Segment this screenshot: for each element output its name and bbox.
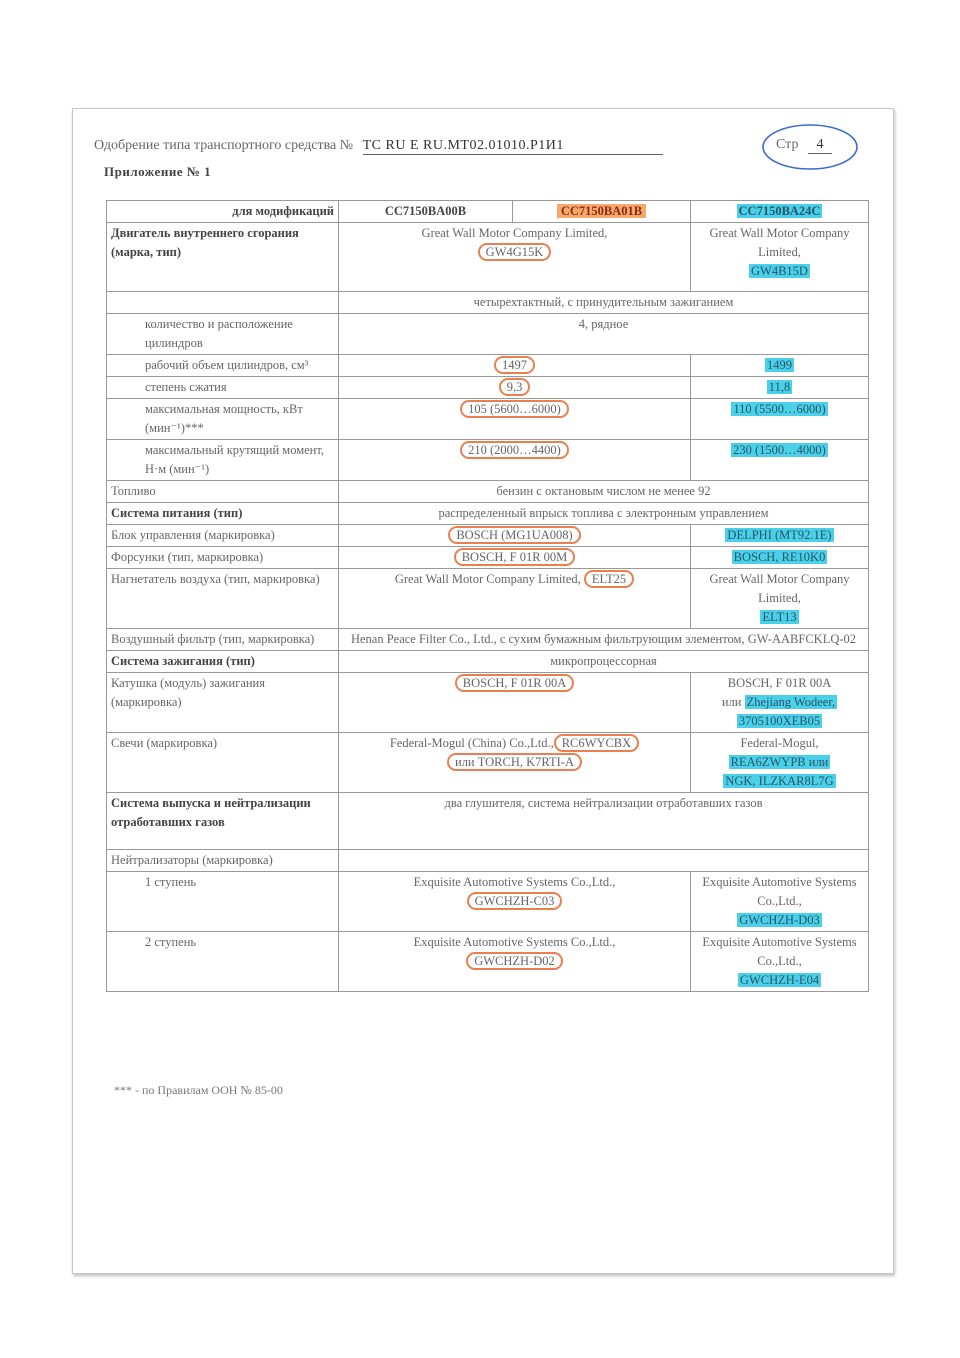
- page-number: [776, 137, 832, 154]
- table-row: [107, 201, 869, 223]
- approval-header: [94, 138, 663, 155]
- coil-b2-or: или: [721, 695, 742, 709]
- power-b-value: 110 (5500…6000): [733, 402, 826, 416]
- turbo-a-value: ELT25: [584, 570, 634, 588]
- stage2-b: [691, 932, 869, 992]
- injectors-a-value: BOSCH, F 01R 00M: [454, 548, 576, 566]
- stage2-a-mfr: Exquisite Automotive Systems Co.,Ltd.,: [413, 935, 616, 949]
- table-row: [107, 440, 869, 481]
- stage1-b-value: GWCHZH-D03: [739, 913, 820, 927]
- exhaust-label: Система выпуска и нейтрализации отработавших газов: [107, 793, 339, 850]
- displacement-label: рабочий объем цилиндров, см³: [107, 355, 339, 377]
- empty-cell: [339, 850, 869, 872]
- plugs-a: [339, 733, 691, 793]
- empty-cell: [107, 292, 339, 314]
- turbo-b-mfr: Great Wall Motor Company Limited,: [709, 572, 850, 605]
- table-row: [107, 629, 869, 651]
- mod1: CC7150BA00B: [339, 201, 513, 223]
- mod3: [691, 201, 869, 223]
- table-row: [107, 503, 869, 525]
- power-a: [339, 399, 691, 440]
- ecu-b: [691, 525, 869, 547]
- plugs-label: Свечи (маркировка): [107, 733, 339, 793]
- feed-value: распределенный впрыск топлива с электронным управлением: [339, 503, 869, 525]
- turbo-b-value: ELT13: [762, 610, 797, 624]
- table-row: [107, 314, 869, 355]
- power-a-value: 105 (5600…6000): [460, 400, 569, 418]
- stage1-b-mfr: Exquisite Automotive Systems Co.,Ltd.,: [702, 875, 857, 908]
- footnote: *** - по Правилам ООН № 85-00: [114, 1083, 283, 1097]
- table-row: [107, 525, 869, 547]
- cyl-value: 4, рядное: [339, 314, 869, 355]
- stage2-label: 2 ступень: [107, 932, 339, 992]
- engine-a-mfr: Great Wall Motor Company Limited,: [421, 226, 608, 240]
- injectors-label: Форсунки (тип, маркировка): [107, 547, 339, 569]
- table-row: [107, 399, 869, 440]
- stage1-label: 1 ступень: [107, 872, 339, 932]
- displacement-b: [691, 355, 869, 377]
- stage2-b-value: GWCHZH-E04: [739, 973, 820, 987]
- stage1-a-value: GWCHZH-C03: [467, 892, 563, 910]
- ecu-label: Блок управления (маркировка): [107, 525, 339, 547]
- displacement-a-value: 1497: [494, 356, 535, 374]
- compression-b: [691, 377, 869, 399]
- table-row: [107, 850, 869, 872]
- engine-label: Двигатель внутреннего сгорания (марка, тип): [107, 223, 339, 292]
- fuel-label: Топливо: [107, 481, 339, 503]
- stage1-b: [691, 872, 869, 932]
- ecu-a: [339, 525, 691, 547]
- plugs-b3: NGK, ILZKAR8L7G: [725, 774, 834, 788]
- mod2-value: CC7150BA01B: [557, 204, 646, 218]
- table-row: [107, 355, 869, 377]
- table-row: [107, 673, 869, 733]
- engine-a: [339, 223, 691, 292]
- displacement-b-value: 1499: [767, 358, 792, 372]
- appendix-title: Приложение № 1: [104, 164, 212, 179]
- engine-b: [691, 223, 869, 292]
- plugs-a1-mfr: Federal-Mogul (China) Co.,Ltd.,: [389, 736, 554, 750]
- cyl-label: количество и расположение цилиндров: [107, 314, 339, 355]
- compression-label: степень сжатия: [107, 377, 339, 399]
- table-row: [107, 292, 869, 314]
- torque-b: [691, 440, 869, 481]
- injectors-a: [339, 547, 691, 569]
- mods-label: для модификаций: [107, 201, 339, 223]
- compression-a: [339, 377, 691, 399]
- stage1-a-mfr: Exquisite Automotive Systems Co.,Ltd.,: [413, 875, 616, 889]
- page-label: Стр: [776, 137, 799, 152]
- turbo-a: [339, 569, 691, 629]
- stage2-a: [339, 932, 691, 992]
- engine-a-code: GW4G15K: [478, 243, 552, 261]
- table-row: [107, 223, 869, 292]
- engine-b-code: GW4B15D: [751, 264, 808, 278]
- stage2-b-mfr: Exquisite Automotive Systems Co.,Ltd.,: [702, 935, 857, 968]
- plugs-b2: REA6ZWYPB или: [730, 755, 829, 769]
- coil-b2: Zhejiang Wodeer,: [746, 695, 836, 709]
- spec-table: [106, 200, 869, 992]
- coil-label: Катушка (модуль) зажигания (маркировка): [107, 673, 339, 733]
- airfilter-value: Henan Peace Filter Co., Ltd., с сухим бумажным фильтрующим элементом, GW-AABFCKLQ-02: [339, 629, 869, 651]
- fuel-value: бензин с октановым числом не менее 92: [339, 481, 869, 503]
- coil-b: [691, 673, 869, 733]
- mod3-value: CC7150BA24C: [738, 204, 821, 218]
- turbo-a-mfr: Great Wall Motor Company Limited,: [394, 572, 581, 586]
- table-row: [107, 481, 869, 503]
- coil-a: [339, 673, 691, 733]
- ignition-value: микропроцессорная: [339, 651, 869, 673]
- coil-a-value: BOSCH, F 01R 00A: [455, 674, 575, 692]
- table-row: [107, 793, 869, 850]
- plugs-a1: RC6WYCBX: [554, 734, 639, 752]
- displacement-a: [339, 355, 691, 377]
- mod2: [513, 201, 691, 223]
- approval-number: ТС RU E RU.MT02.01010.P1И1: [363, 138, 663, 155]
- torque-a: [339, 440, 691, 481]
- airfilter-label: Воздушный фильтр (тип, маркировка): [107, 629, 339, 651]
- table-row: [107, 377, 869, 399]
- plugs-a2: или TORCH, K7RTI-A: [447, 753, 582, 771]
- engine-b-mfr: Great Wall Motor Company Limited,: [709, 226, 850, 259]
- compression-b-value: 11,8: [768, 380, 791, 394]
- catalyst-label: Нейтрализаторы (маркировка): [107, 850, 339, 872]
- turbo-b: [691, 569, 869, 629]
- exhaust-value: два глушителя, система нейтрализации отработавших газов: [339, 793, 869, 850]
- feed-label: Система питания (тип): [107, 503, 339, 525]
- page-number-value: 4: [808, 137, 832, 154]
- table-row: [107, 872, 869, 932]
- coil-b1: BOSCH, F 01R 00A: [727, 676, 832, 690]
- table-row: [107, 932, 869, 992]
- ignition-label: Система зажигания (тип): [107, 651, 339, 673]
- approval-title: Одобрение типа транспортного средства №: [94, 138, 354, 153]
- plugs-b1: Federal-Mogul,: [740, 736, 819, 750]
- torque-b-value: 230 (1500…4000): [733, 443, 826, 457]
- torque-label: максимальный крутящий момент, Н·м (мин⁻¹): [107, 440, 339, 481]
- injectors-b: [691, 547, 869, 569]
- ecu-b-value: DELPHI (MT92.1E): [727, 528, 832, 542]
- plugs-b: [691, 733, 869, 793]
- coil-b3: 3705100XEB05: [738, 714, 821, 728]
- table-row: [107, 547, 869, 569]
- table-row: [107, 733, 869, 793]
- table-row: [107, 569, 869, 629]
- table-row: [107, 651, 869, 673]
- engine-type: четырехтактный, с принудительным зажиганием: [339, 292, 869, 314]
- stage2-a-value: GWCHZH-D02: [466, 952, 563, 970]
- compression-a-value: 9,3: [499, 378, 531, 396]
- injectors-b-value: BOSCH, RE10K0: [733, 550, 826, 564]
- stage1-a: [339, 872, 691, 932]
- torque-a-value: 210 (2000…4400): [460, 441, 569, 459]
- power-b: [691, 399, 869, 440]
- ecu-a-value: BOSCH (MG1UA008): [448, 526, 580, 544]
- power-label: максимальная мощность, кВт (мин⁻¹)***: [107, 399, 339, 440]
- turbo-label: Нагнетатель воздуха (тип, маркировка): [107, 569, 339, 629]
